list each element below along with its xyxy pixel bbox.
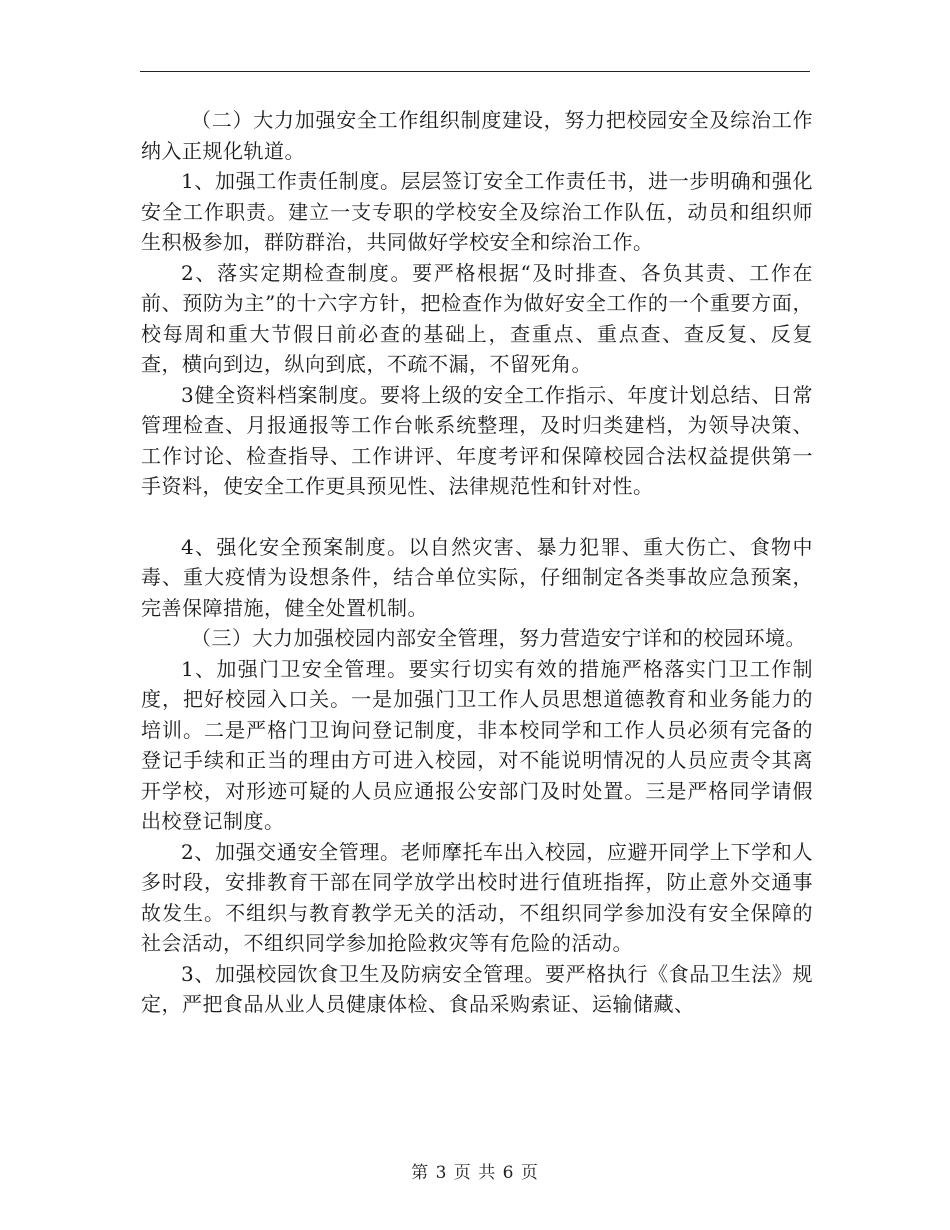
paragraph-gate-security: 1、加强门卫安全管理。要实行切实有效的措施严格落实门卫工作制度，把好校园入口关。一是加强门卫工作人员思想道德教育和业务能力的培训。二是严格门卫询问登记制度，非本校同学和工作人员必须有完备的登记手续和正当的理由方可进入校园，对不能说明情况的人员应责令其离开学校，对形迹可疑的人员应通报公安部门及时处置。三是严格同学请假出校登记制度。 <box>141 656 813 833</box>
document-body <box>141 105 813 1020</box>
paragraph-contingency: 4、强化安全预案制度。以自然灾害、暴力犯罪、重大伤亡、食物中毒、重大疫情为设想条件，结合单位实际，仔细制定各类事故应急预案，完善保障措施，健全处置机制。 <box>141 534 813 620</box>
header-rule <box>140 71 810 72</box>
paragraph-traffic-safety: 2、加强交通安全管理。老师摩托车出入校园，应避开同学上下学和人多时段，安排教育干部在同学放学出校时进行值班指挥，防止意外交通事故发生。不组织与教育教学无关的活动，不组织同学参加没有安全保障的社会活动，不组织同学参加抢险救灾等有危险的活动。 <box>141 839 813 955</box>
paragraph-food-safety: 3、加强校园饮食卫生及防病安全管理。要严格执行《食品卫生法》规定，严把食品从业人员健康体检、食品采购索证、运输储藏、 <box>141 961 813 1016</box>
paragraph-inspection: 2、落实定期检查制度。要严格根据“及时排查、各负其责、工作在前、预防为主”的十六字方针，把检查作为做好安全工作的一个重要方面，校每周和重大节假日前必查的基础上，查重点、重点查、查反复、反复查，横向到边，纵向到底，不疏不漏，不留死角。 <box>141 260 813 376</box>
paragraph-archives: 3健全资料档案制度。要将上级的安全工作指示、年度计划总结、日常管理检查、月报通报等工作台帐系统整理，及时归类建档，为领导决策、工作讨论、检查指导、工作讲评、年度考评和保障校园合法权益提供第一手资料，使安全工作更具预见性、法律规范性和针对性。 <box>141 382 813 498</box>
paragraph-responsibility: 1、加强工作责任制度。层层签订安全工作责任书，进一步明确和强化安全工作职责。建立一支专职的学校安全及综治工作队伍，动员和组织师生积极参加，群防群治，共同做好学校安全和综治工作。 <box>141 169 813 254</box>
page-number: 第 3 页 共 6 页 <box>411 1163 539 1183</box>
section-heading-2: （二）大力加强安全工作组织制度建设，努力把校园安全及综治工作纳入正规化轨道。 <box>141 108 813 163</box>
section-heading-3: （三）大力加强校园内部安全管理，努力营造安宁详和的校园环境。 <box>191 626 806 650</box>
